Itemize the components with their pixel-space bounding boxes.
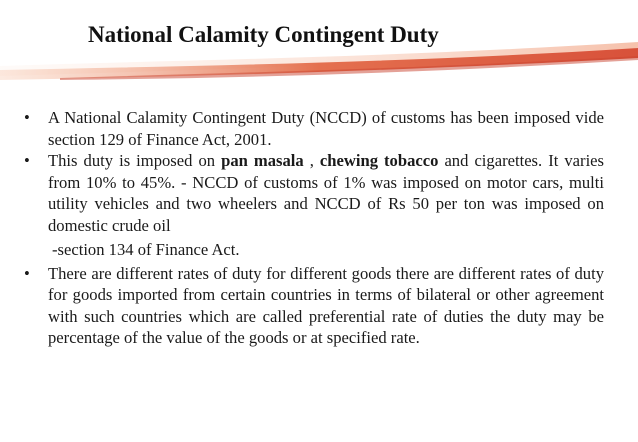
bullet-marker: • <box>24 263 30 283</box>
bullet-marker: • <box>24 108 30 127</box>
bullet-text: , <box>303 151 320 170</box>
bold-term-chewing-tobacco: chewing tobacco <box>319 151 439 170</box>
slide-title: National Calamity Contingent Duty <box>88 22 439 47</box>
slide-body <box>22 107 604 349</box>
bullet-text: This duty is imposed on <box>48 151 222 170</box>
bullet-text: and cigarettes. It varies from 10% to 45%. - NCCD of customs of 1% was imposed on motor cars, multi utility vehicles and two wheelers and NCCD of Rs 50 per ton was imposed on domestic crude oil <box>48 151 604 235</box>
sub-line: -section 134 of Finance Act. <box>52 240 240 259</box>
bullet-text: A National Calamity Contingent Duty (NCCD) of customs has been imposed vide section 129 of Finance Act, 2001. <box>48 108 604 149</box>
bold-term-pan-masala: pan masala <box>221 151 304 170</box>
bullet-marker: • <box>24 151 30 170</box>
bullet-item <box>22 150 604 236</box>
bullet-item <box>22 107 604 150</box>
bullet-text: There are different rates of duty for different goods there are different rates of duty for goods imported from certain countries in terms of bilateral or other agreement with such countries which are called preferential rate of duties the duty may be percentage of the value of the goods or at specified rate. <box>48 263 604 347</box>
bullet-item <box>22 263 604 349</box>
